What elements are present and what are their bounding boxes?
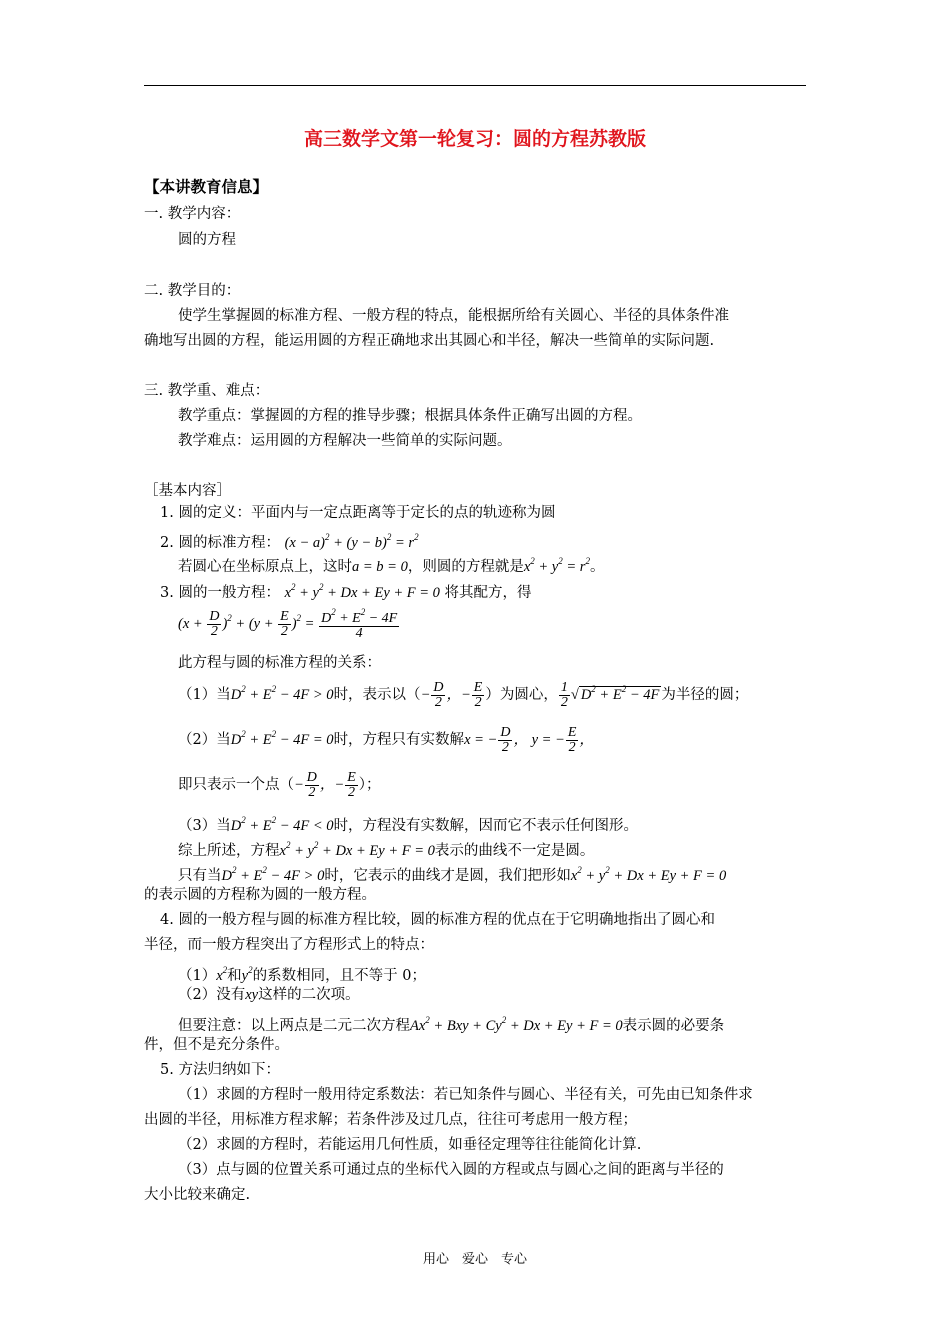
- only-condition: $D^2 + E^2 - 4F > 0$: [221, 865, 325, 884]
- case-1-d: 为半径的圆；: [661, 687, 749, 703]
- summary-a: 综上所述，方程: [178, 843, 280, 859]
- eq-ab-zero: a = b = 0: [352, 559, 408, 575]
- section-3-key: 教学重点：掌握圆的方程的推导步骤；根据具体条件正确写出圆的方程。: [178, 408, 642, 424]
- case-2-tail: [178, 771, 381, 800]
- section-2-heading: 二. 教学目的：: [144, 283, 241, 299]
- basic-p3-b: 将其配方，得: [444, 585, 532, 601]
- only-b: 时，它表示的曲线才是圆，我们把形如: [324, 868, 571, 884]
- basic-p2-label: 2. 圆的标准方程：: [160, 535, 280, 551]
- case-2-point: − $\frac{D}{2}$ ，− $\frac{E}{2}$: [294, 770, 356, 800]
- case-1-a: （1）当: [178, 687, 231, 703]
- section-2-body-1: 使学生掌握圆的标准方程、一般方程的特点，能根据所给有关圆心、半径的具体条件准: [178, 308, 729, 324]
- case-2-condition: $D^2 + E^2 - 4F = 0$: [230, 729, 334, 748]
- case-1-center: − $\frac{D}{2}$ ，− $\frac{E}{2}$: [420, 680, 483, 711]
- x-squared: $x^2$: [216, 965, 228, 984]
- basic-p3: [160, 577, 532, 603]
- method-3-line-2: 大小比较来确定.: [144, 1187, 251, 1203]
- completed-square-equation: (x + $\frac{D}{2}$ )$^2$ + (y + $\frac{E}{2}$ )$^2$ = $\frac{D^2 + E^2 - 4F}{4}$: [178, 607, 398, 641]
- case-1-condition: $D^2 + E^2 - 4F > 0$: [230, 684, 334, 703]
- xy-term: xy: [245, 987, 259, 1003]
- p4-a3: 的系数相同，且不等于 0；: [252, 968, 426, 984]
- only-line-2: 的表示圆的方程称为圆的一般方程。: [144, 887, 376, 903]
- case-1-radius: $\frac{1}{2}$ √ $D^2 + E^2 - 4F$: [560, 680, 660, 711]
- p4-note-2: 件，但不是充分条件。: [144, 1037, 289, 1053]
- case-2-b: 时，方程只有实数解: [333, 732, 465, 748]
- case-2-a: （2）当: [178, 732, 231, 748]
- section-3-hard: 教学难点：运用圆的方程解决一些简单的实际问题。: [178, 433, 512, 449]
- page-footer: 用心 爱心 专心: [422, 1252, 527, 1267]
- p5-heading: 5. 方法归纳如下：: [160, 1062, 280, 1078]
- method-1-line-1: （1）求圆的方程时一般用待定系数法：若已知条件与圆心、半径有关，可先由已知条件求: [178, 1087, 753, 1103]
- p2-note-b: ，则圆的方程就是: [407, 559, 524, 575]
- basic-p1: 1. 圆的定义：平面内与一定点距离等于定长的点的轨迹称为圆: [160, 505, 556, 521]
- p4-c1: 但要注意：以上两点是二元二次方程: [178, 1018, 410, 1034]
- p4-note: [178, 1010, 724, 1036]
- method-3-line-1: （3）点与圆的位置关系可通过点的坐标代入圆的方程或点与圆心之间的距离与半径的: [178, 1162, 724, 1178]
- basic-heading: ［基本内容］: [144, 483, 231, 499]
- case-3-a: （3）当: [178, 818, 231, 834]
- p4-line-2: 半径，而一般方程突出了方程形式上的特点：: [144, 937, 434, 953]
- section-3-heading: 三. 教学重、难点：: [144, 383, 270, 399]
- p4-line-1: 4. 圆的一般方程与圆的标准方程比较，圆的标准方程的优点在于它明确地指出了圆心和: [160, 912, 715, 928]
- summary-line: [178, 835, 594, 861]
- p2-note-a: 若圆心在坐标原点上，这时: [178, 559, 352, 575]
- general-equation: $x^2 + y^2 + Dx + Ey + F = 0$: [284, 582, 440, 601]
- method-1-line-2: 出圆的半径，用标准方程求解；若条件涉及过几点，往往可考虑用一般方程；: [144, 1112, 637, 1128]
- p4-b2: 这样的二次项。: [258, 987, 360, 1003]
- period: 。: [589, 559, 605, 575]
- p4-point-2: [178, 985, 360, 1005]
- header-rule: [144, 85, 806, 86]
- section-1-heading: 一. 教学内容：: [144, 206, 241, 222]
- case-3: [178, 810, 638, 836]
- relation-text: 此方程与圆的标准方程的关系：: [178, 655, 381, 671]
- standard-equation: $(x - a)^2 + (y - b)^2 = r^2$: [284, 532, 419, 551]
- case-3-condition: $D^2 + E^2 - 4F < 0$: [230, 815, 334, 834]
- p4-point-1: [178, 960, 426, 986]
- case-2-tail-text: 即只表示一个点（: [178, 776, 294, 793]
- eq-origin-circle: $x^2 + y^2 = r^2$: [523, 556, 590, 575]
- case-1-c: ）为圆心，: [485, 687, 558, 703]
- info-heading: 【本讲教育信息】: [144, 177, 269, 196]
- case-2: [178, 725, 594, 755]
- only-a: 只有当: [178, 868, 222, 884]
- only-equation: $x^2 + y^2 + Dx + Ey + F = 0$: [570, 865, 727, 884]
- p4-a1: （1）: [178, 968, 217, 984]
- case-3-b: 时，方程没有实数解，因而它不表示任何图形。: [333, 818, 639, 834]
- basic-p2-note: [178, 551, 604, 577]
- case-2-end: ）；: [358, 776, 381, 793]
- basic-p2: [160, 527, 419, 553]
- quadratic-equation: $Ax^2$ + Bxy + $Cy^2 + Dx + Ey + F = 0$: [410, 1015, 623, 1034]
- only-line: [178, 860, 726, 886]
- case-1: [178, 680, 748, 710]
- p4-b1: （2）没有: [178, 987, 246, 1003]
- summary-b: 表示的曲线不一定是圆。: [434, 843, 595, 859]
- page-title: 高三数学文第一轮复习：圆的方程苏教版: [303, 128, 646, 150]
- p4-a2: 和: [227, 968, 242, 984]
- section-2-body-2: 确地写出圆的方程，能运用圆的方程正确地求出其圆心和半径，解决一些简单的实际问题.: [144, 333, 715, 349]
- basic-p3-label: 3. 圆的一般方程：: [160, 585, 280, 601]
- summary-equation: $x^2 + y^2 + Dx + Ey + F = 0$: [279, 840, 435, 859]
- method-2: （2）求圆的方程时，若能运用几何性质，如垂径定理等往往能简化计算.: [178, 1137, 642, 1153]
- y-squared: $y^2$: [241, 965, 253, 984]
- case-1-b: 时，表示以（: [333, 687, 421, 703]
- case-2-solution: x = − $\frac{D}{2}$ ， y = − $\frac{E}{2}$ ，: [464, 725, 594, 756]
- section-1-body: 圆的方程: [178, 232, 236, 248]
- p4-c2: 表示圆的必要条: [622, 1018, 725, 1034]
